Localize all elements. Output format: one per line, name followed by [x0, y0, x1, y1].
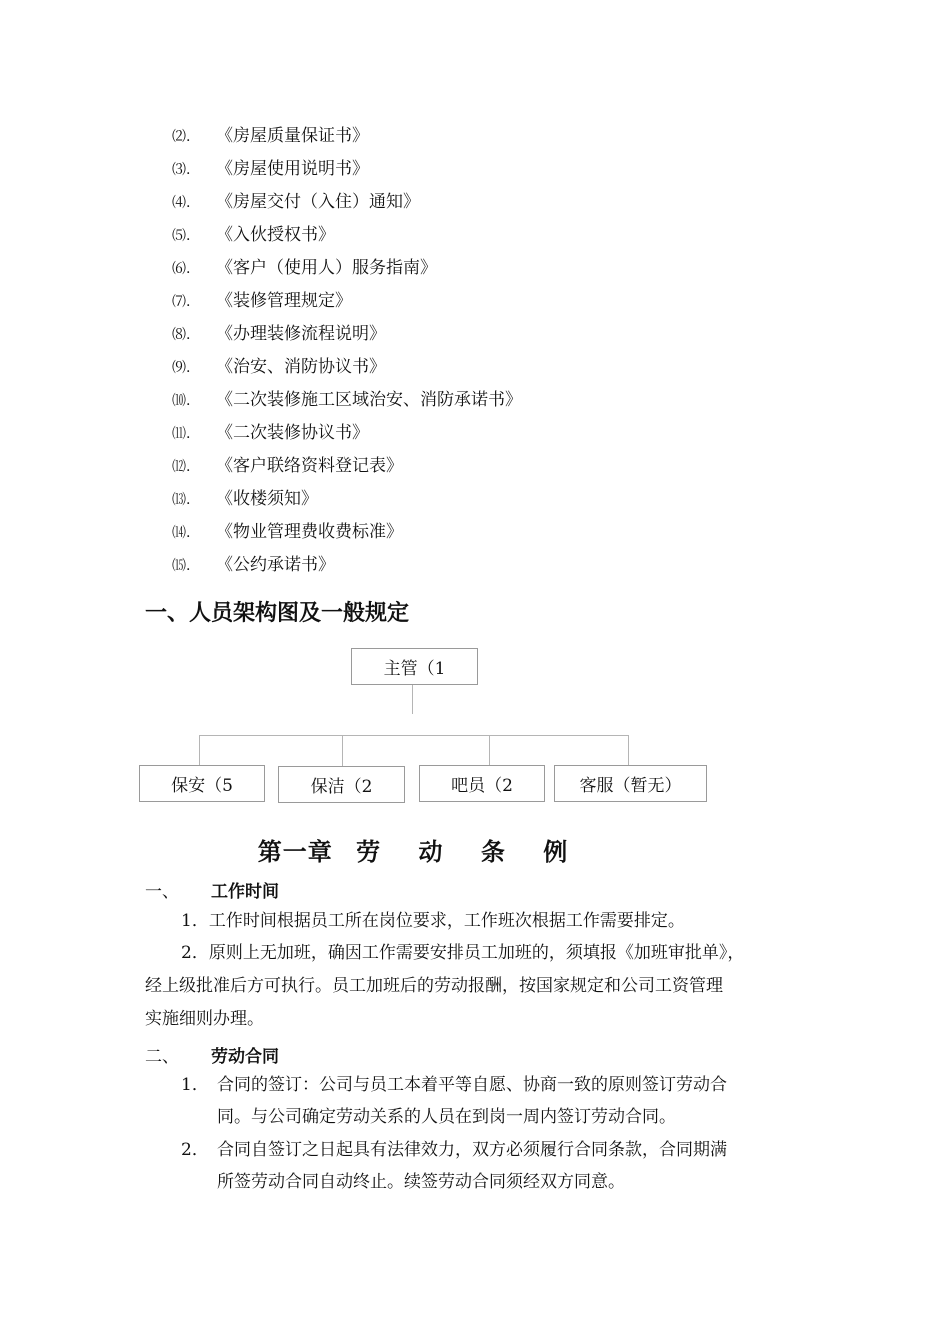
list-item: ⒀. 《收楼须知》 [172, 489, 318, 509]
paragraph: 同。与公司确定劳动关系的人员在到岗一周内签订劳动合同。 [217, 1107, 676, 1127]
list-item: ⒂. 《公约承诺书》 [172, 555, 335, 575]
paragraph: 2．原则上无加班，确因工作需要安排员工加班的，须填报《加班审批单》， [181, 943, 745, 963]
section-heading: 一、人员架构图及一般规定 [145, 601, 410, 626]
list-item: ⑵. 《房屋质量保证书》 [172, 126, 369, 146]
list-item-number: 1． [181, 1075, 209, 1095]
paragraph: 实施细则办理。 [145, 1009, 264, 1029]
list-item: ⑽. 《二次装修施工区域治安、消防承诺书》 [172, 390, 522, 410]
list-item: ⑻. 《办理装修流程说明》 [172, 324, 386, 344]
list-item: ⑿. 《客户联络资料登记表》 [172, 456, 403, 476]
org-node-supervisor: 主管（1 [351, 648, 478, 685]
org-connector-horizontal [199, 735, 629, 736]
org-node-cleaning: 保洁（2 [278, 766, 405, 803]
org-connector-branch [489, 735, 490, 765]
list-item: ⑺. 《装修管理规定》 [172, 291, 352, 311]
paragraph: 经上级批准后方可执行。员工加班后的劳动报酬，按国家规定和公司工资管理 [145, 976, 723, 996]
list-item: ⑷. 《房屋交付（入住）通知》 [172, 192, 420, 212]
paragraph: 1．工作时间根据员工所在岗位要求，工作班次根据工作需要排定。 [181, 911, 685, 931]
list-item: ⑹. 《客户（使用人）服务指南》 [172, 258, 437, 278]
list-item-number: 2． [181, 1140, 209, 1160]
org-connector-vertical [412, 684, 413, 714]
paragraph: 合同的签订：公司与员工本着平等自愿、协商一致的原则签订劳动合 [217, 1075, 727, 1095]
list-item: ⑼. 《治安、消防协议书》 [172, 357, 386, 377]
org-node-customer-service: 客服（暂无） [554, 765, 707, 802]
list-item: ⑾. 《二次装修协议书》 [172, 423, 369, 443]
list-item: ⑸. 《入伙授权书》 [172, 225, 335, 245]
list-item: ⑶. 《房屋使用说明书》 [172, 159, 369, 179]
paragraph: 合同自签订之日起具有法律效力，双方必须履行合同条款，合同期满 [217, 1140, 727, 1160]
list-item: ⒁. 《物业管理费收费标准》 [172, 522, 403, 542]
org-node-bar-staff: 吧员（2 [419, 765, 545, 802]
org-connector-branch [628, 735, 629, 765]
org-connector-branch [342, 735, 343, 766]
sub-heading-labor-contract: 二、 劳动合同 [145, 1047, 279, 1067]
org-node-security: 保安（5 [139, 765, 265, 802]
sub-heading-work-hours: 一、 工作时间 [145, 882, 279, 902]
chapter-title: 第一章 劳 动 条 例 [257, 838, 569, 866]
org-connector-branch [199, 735, 200, 765]
paragraph: 所签劳动合同自动终止。续签劳动合同须经双方同意。 [217, 1172, 625, 1192]
